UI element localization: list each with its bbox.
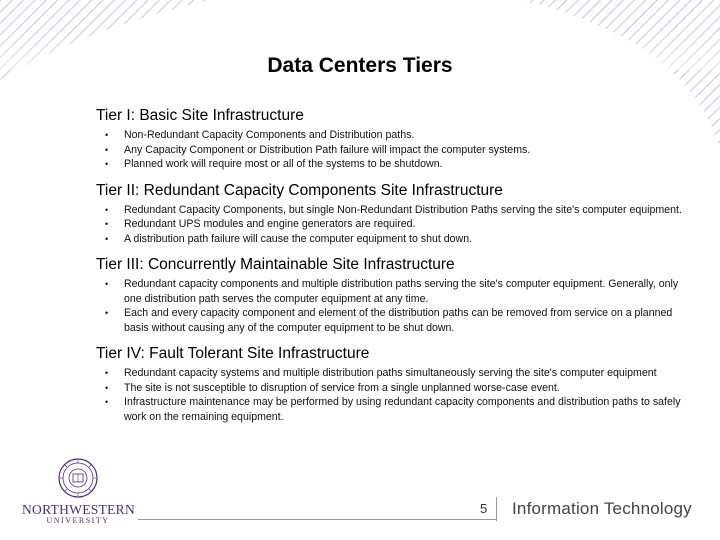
bullet-icon: • [105, 382, 109, 393]
list-item: • Planned work will require most or all of the systems to be shutdown. [105, 158, 443, 170]
university-seal-icon [58, 458, 98, 498]
logo-name: NORTHWESTERN [22, 502, 136, 517]
footer-divider [138, 519, 496, 520]
list-item: • Redundant capacity components and multiple distribution paths serving the site's computer equipment. Generally, only one distribution path serves the computer equipment at any time. [105, 278, 679, 305]
tier-4-section [96, 344, 696, 424]
list-item: • A distribution path failure will cause the computer equipment to shut down. [105, 232, 473, 245]
bullet-icon: • [105, 130, 109, 140]
tier-2-heading: Tier II: Redundant Capacity Components Site Infrastructure [96, 181, 503, 199]
tier-2-bullets [96, 203, 696, 247]
page-number: 5 [480, 501, 488, 516]
tier-4-heading: Tier IV: Fault Tolerant Site Infrastructure [96, 345, 370, 362]
list-item: • Redundant capacity systems and multiple distribution paths simultaneously serving the site's computer equipment [105, 367, 657, 379]
tier-2-section [96, 181, 696, 247]
bullet-icon: • [105, 368, 109, 378]
footer-separator [496, 497, 497, 521]
bullet-icon: • [105, 233, 109, 244]
list-item: • The site is not susceptible to disruption of service from a single unplanned worse-case event. [105, 381, 560, 394]
bullet-icon: • [105, 204, 109, 215]
tier-4-bullets [96, 366, 696, 424]
logo-subtitle: UNIVERSITY [46, 516, 110, 525]
tier-list [96, 106, 696, 433]
list-item: • Infrastructure maintenance may be performed by using redundant capacity components and distribution paths to safely work on the remaining equipment. [105, 396, 681, 423]
department-name: Information Technology [512, 499, 692, 518]
bullet-icon: • [105, 159, 109, 169]
bullet-icon: • [105, 308, 109, 318]
northwestern-logo [22, 458, 134, 528]
bullet-icon: • [105, 219, 109, 229]
list-item: • Redundant UPS modules and engine generators are required. [105, 218, 416, 230]
tier-1-section [96, 106, 696, 172]
list-item: • Each and every capacity component and element of the distribution paths can be removed from service on a planned basis without causing any of the computer equipment to be shut down. [105, 307, 673, 334]
bullet-icon: • [105, 144, 109, 155]
list-item: • Any Capacity Component or Distribution Path failure will impact the computer systems. [105, 143, 531, 156]
tier-3-bullets [96, 277, 696, 335]
bullet-icon: • [105, 279, 109, 289]
tier-1-heading: Tier I: Basic Site Infrastructure [96, 107, 304, 124]
tier-3-section [96, 255, 696, 335]
slide-title: Data Centers Tiers [267, 54, 453, 77]
tier-3-heading: Tier III: Concurrently Maintainable Site Infrastructure [96, 256, 455, 273]
tier-1-bullets [96, 128, 696, 172]
list-item: • Non-Redundant Capacity Components and Distribution paths. [105, 129, 415, 141]
bullet-icon: • [105, 397, 109, 407]
list-item: • Redundant Capacity Components, but single Non-Redundant Distribution Paths serving the site's computer equipment. [105, 203, 682, 216]
